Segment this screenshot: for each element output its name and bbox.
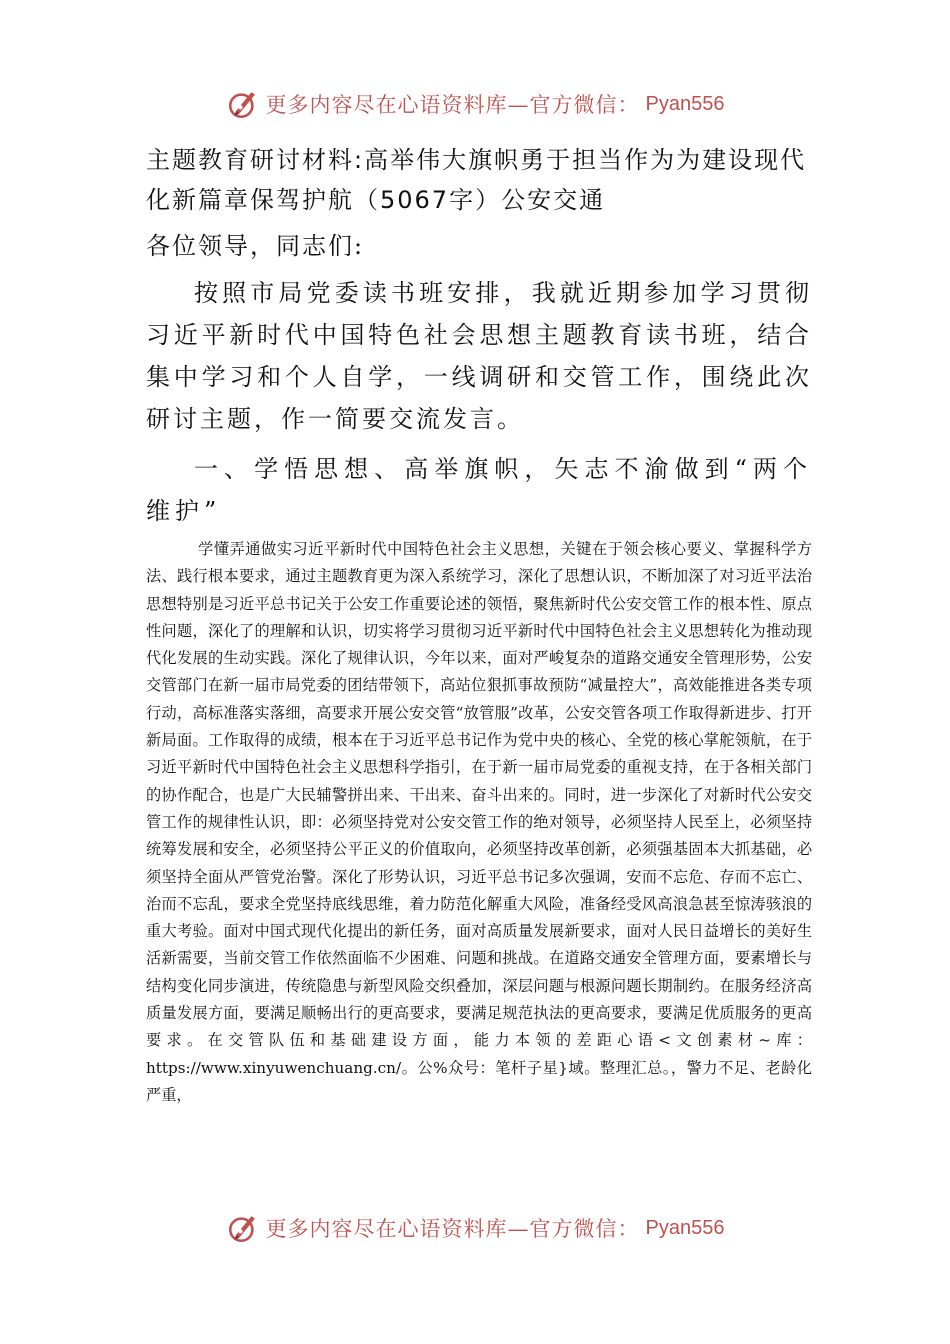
section-body-1: 学懂弄通做实习近平新时代中国特色社会主义思想，关键在于领会核心要义、掌握科学方法、践行根本要求，通过主题教育更为深入系统学习，深化了思想认识，不断加深了对习近平法治思想特别是习近平总书记关于公安工作重要论述的领悟，聚焦新时代公安交管工作的根本性、原点性问题，深化了的理解和认识，切实将学习贯彻习近平新时代中国特色社会主义思想转化为推动现代化发展的生动实践。深化了规律认识，今年以来，面对严峻复杂的道路交通安全管理形势，公安交管部门在新一届市局党委的团结带领下，高站位狠抓事故预防“减量控大”，高效能推进各类专项行动，高标准落实落细，高要求开展公安交管“放管服”改革，公安交管各项工作取得新进步、打开新局面。工作取得的成绩，根本在于习近平总书记作为党中央的核心、全党的核心掌舵领航，在于习近平新时代中国特色社会主义思想科学指引，在于新一届市局党委的重视支持，在于各相关部门的协作配合，也是广大民辅警拼出来、干出来、奋斗出来的。同时，进一步深化了对新时代公安交管工作的规律性认识，即：必须坚持党对公安交管工作的绝对领导，必须坚持人民至上，必须坚持统筹发展和安全，必须坚持公平正义的价值取向，必须坚持改革创新，必须强基固本大抓基础，必须坚持全面从严管党治警。深化了形势认识，习近平总书记多次强调，安而不忘危、存而不忘亡、治而不忘乱，要求全党坚持底线思维，着力防范化解重大风险，准备经受风高浪急甚至惊涛骇浪的重大考验。面对中国式现代化提出的新任务，面对高质量发展新要求，面对人民日益增长的美好生活新需要，当前交管工作依然面临不少困难、问题和挑战。在道路交通安全管理方面，要素增长与结构变化同步演进，传统隐患与新型风险交织叠加，深层问题与根源问题长期制约。在服务经济高质量发展方面，要满足顺畅出行的更高要求，要满足规范执法的更高要求，要满足优质服务的更高要求。在交管队伍和基础建设方面，能力本领的差距心语<文创素材~库：https://www.xinyuwenchuang.cn/。公%众号：笔杆子星}域。整理汇总。，警力不足、老龄化严重，: [146, 540, 812, 1104]
footer-banner[interactable]: [226, 1211, 725, 1245]
intro-paragraph: 按照市局党委读书班安排，我就近期参加学习贯彻习近平新时代中国特色社会思想主题教育读书班，结合集中学习和个人自学，一线调研和交管工作，围绕此次研讨主题，作一简要交流发言。: [146, 279, 812, 433]
page-header: [0, 84, 950, 124]
header-wechat-id: Pyan556: [645, 92, 725, 115]
salutation: 各位领导，同志们:: [146, 232, 365, 260]
footer-banner-text: 更多内容尽在心语资料库—官方微信：: [265, 1217, 640, 1241]
page-footer: [0, 1208, 950, 1248]
header-banner[interactable]: [226, 87, 725, 121]
document-title: 主题教育研讨材料:高举伟大旗帜勇于担当作为为建设现代化新篇章保驾护航（5067字）公安交通: [146, 146, 807, 214]
footer-wechat-id: Pyan556: [645, 1216, 725, 1239]
section-heading-1: 一、学悟思想、高举旗帜，矢志不渝做到“两个维护”: [146, 455, 812, 525]
header-banner-text: 更多内容尽在心语资料库—官方微信：: [265, 93, 640, 117]
pen-logo-icon: [226, 1211, 260, 1245]
pen-logo-icon: [226, 87, 260, 121]
